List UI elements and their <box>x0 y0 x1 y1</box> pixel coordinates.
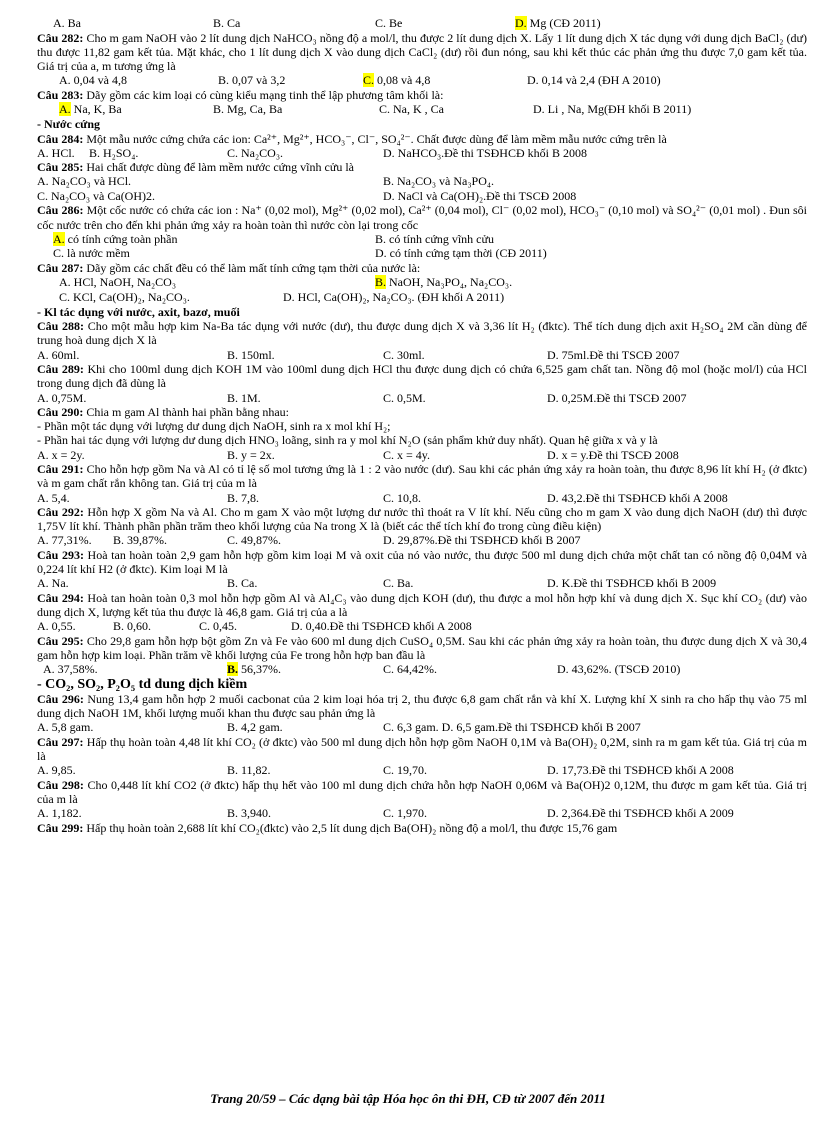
question-label: Câu 293: <box>37 547 84 562</box>
option-d: D. 0,14 và 2,4 (ĐH A 2010) <box>527 73 661 88</box>
option-row <box>37 102 807 117</box>
option-a: A. 5,8 gam. <box>37 720 94 735</box>
question-289 <box>37 362 807 390</box>
option-a: A. 60ml. <box>37 347 80 362</box>
option-c: C. 1,970. <box>383 806 428 821</box>
option-a: A. HCl. <box>37 145 75 160</box>
option-row <box>37 763 807 778</box>
document-page <box>37 0 807 835</box>
question-288 <box>37 319 807 347</box>
question-label: Câu 284: <box>37 131 84 146</box>
question-label: Câu 299: <box>37 820 84 835</box>
option-row <box>37 232 807 247</box>
option-d: D. 2,364.Đề thi TSĐHCĐ khối A 2009 <box>547 806 734 821</box>
answer-highlight: C. <box>363 73 375 88</box>
option-row <box>37 146 807 161</box>
option-a: A. 0,55. <box>37 619 76 634</box>
question-label: Câu 287: <box>37 260 84 275</box>
question-label: Câu 297: <box>37 734 84 749</box>
option-d: D. NaHCO₃.Đề thi TSĐHCĐ khối B 2008 <box>383 145 587 160</box>
option-d: D. 0,40.Đề thi TSĐHCĐ khối A 2008 <box>291 619 472 634</box>
option-row <box>37 491 807 506</box>
option-a: A. Na₂CO₃ và HCl. <box>37 174 132 189</box>
option-b: B. NaOH, Na₃PO₄, Na₂CO₃. <box>375 275 513 290</box>
option-row <box>37 290 807 305</box>
question-label: Câu 286: <box>37 203 84 218</box>
answer-highlight: A. <box>53 231 65 246</box>
option-d: D. NaCl và Ca(OH)₂.Đề thi TSCĐ 2008 <box>383 188 577 203</box>
option-row <box>37 348 807 363</box>
option-a: A. 5,4. <box>37 490 70 505</box>
question-285 <box>37 160 807 174</box>
question-label: Câu 283: <box>37 87 84 102</box>
option-b: B. 1M. <box>227 390 261 405</box>
question-label: Câu 295: <box>37 633 84 648</box>
option-b: B. Ca. <box>227 576 258 591</box>
question-text: Cho hỗn hợp gồm Na và Al có tỉ lệ số mol tương ứng là 1 : 2 vào nước (dư). Sau khi các phản ứng xảy ra hoàn toàn, thu được 8,96 lít khí H₂ (ở đktc) và m gam chất rắn không tan. Giá trị của m là <box>37 462 807 491</box>
option-c: C. 64,42%. <box>383 662 437 677</box>
option-b: B. y = 2x. <box>227 447 275 462</box>
option-a: A. 9,85. <box>37 763 76 778</box>
option-c: C. 30ml. <box>383 347 425 362</box>
option-a: A. 37,58%. <box>43 662 98 677</box>
question-label: Câu 290: <box>37 405 84 420</box>
option-b: B. H₂SO₄. <box>89 145 139 160</box>
question-line: - Phần một tác dụng với lượng dư dung dịch NaOH, sinh ra x mol khí H₂; <box>37 419 391 434</box>
question-label: Câu 296: <box>37 691 84 706</box>
question-286 <box>37 203 807 231</box>
option-d: D. 75ml.Đề thi TSCĐ 2007 <box>547 347 680 362</box>
option-c: C. 6,3 gam. D. 6,5 gam.Đề thi TSĐHCĐ khối B 2007 <box>383 720 641 735</box>
question-text: Chia m gam Al thành hai phần bằng nhau: <box>83 405 289 420</box>
option-d: D. có tính cứng tạm thời (CĐ 2011) <box>375 246 547 261</box>
question-text: Hoà tan hoàn toàn 2,9 gam hỗn hợp gồm kim loại M và oxit của nó vào nước, thu được 500 ml dung dịch chứa một chất tan có nồng độ 0,04M và 0,224 lít khí H2 (ở đktc). Kim loại M là <box>37 547 808 577</box>
option-d: D. 0,25M.Đề thi TSCĐ 2007 <box>547 390 687 405</box>
option-b: B. 39,87%. <box>113 533 167 548</box>
option-c: C. 19,70. <box>383 763 428 778</box>
option-a: A. 1,182. <box>37 806 82 821</box>
answer-highlight: D. <box>515 16 527 30</box>
question-text: Cho 29,8 gam hỗn hợp bột gồm Zn và Fe vào 600 ml dung dịch CuSO₄ 0,5M. Sau khi các phản ứng xảy ra hoàn toàn, thu được dung dịch X và 30,4 gam hỗn hợp kim loại. Phần trăm về khối lượng của Fe trong hỗn hợp ban đầu là <box>37 633 807 662</box>
option-a: A. 0,75M. <box>37 390 87 405</box>
option-c: C. 10,8. <box>383 490 422 505</box>
option-d: D. HCl, Ca(OH)₂, Na₂CO₃. (ĐH khối A 2011) <box>283 289 505 304</box>
question-298 <box>37 778 807 806</box>
question-text: Hấp thụ hoàn toàn 2,688 lít khí CO₂(đktc) vào 2,5 lít dung dịch Ba(OH)₂ nồng độ a mol/l, thu được 15,76 gam <box>83 820 618 835</box>
option-b: B. 7,8. <box>227 490 260 505</box>
option-a: A. HCl, NaOH, Na₂CO₃ <box>59 275 177 290</box>
option-d: D. K.Đề thi TSĐHCĐ khối B 2009 <box>547 576 717 591</box>
option-row <box>37 16 807 31</box>
option-c: C. 49,87%. <box>227 533 281 548</box>
question-292 <box>37 505 807 533</box>
question-293 <box>37 548 807 576</box>
option-c: C. Ba. <box>383 576 414 591</box>
question-text: Dãy gồm các chất đều có thể làm mất tính cứng tạm thời của nước là: <box>83 260 421 275</box>
question-290 <box>37 405 807 419</box>
option-b: B. Ca <box>213 16 241 30</box>
option-d: D. Li , Na, Mg(ĐH khối B 2011) <box>533 101 692 116</box>
answer-highlight: B. <box>227 662 239 677</box>
option-b: B. có tính cứng vĩnh cửu <box>375 231 494 246</box>
question-text: Khi cho 100ml dung dịch KOH 1M vào 100ml dung dịch HCl thu được dung dịch có chứa 6,525 gam chất tan. Nồng độ mol (hoặc mol/l) của HCl trong dung dịch đã dùng là <box>37 362 807 391</box>
question-label: Câu 291: <box>37 462 84 477</box>
option-d: D. 43,2.Đề thi TSĐHCĐ khối A 2008 <box>547 490 728 505</box>
option-a: A. Na, K, Ba <box>59 101 122 116</box>
section-heading: - Kl tác dụng với nước, axit, bazơ, muối <box>37 305 240 320</box>
question-text: Nung 13,4 gam hỗn hợp 2 muối cacbonat của 2 kim loại hóa trị 2, thu được 6,8 gam chất rắn và khí X. Lượng khí X sinh ra cho hấp thụ vào 75 ml dung dịch NaOH 1M, khối lượng muối khan thu được sau phản ứng là <box>37 691 807 721</box>
question-text: Hỗn hợp X gồm Na và Al. Cho m gam X vào một lượng dư nước thì thoát ra V lít khí. Nếu cũng cho m gam X vào dung dịch NaOH (dư) thì được 1,75V lít khí. Thành phần phần trăm theo khối lượng của Na trong X là (biết các thể tích khí đo trong cùng điều kiện) <box>37 505 807 534</box>
question-text: Dãy gồm các kim loại có cùng kiểu mạng tinh thể lập phương tâm khối là: <box>83 87 444 102</box>
question-287 <box>37 261 807 275</box>
question-297 <box>37 735 807 763</box>
page-footer: Trang 20/59 – Các dạng bài tập Hóa học ôn thi ĐH, CĐ từ 2007 đến 2011 <box>210 1091 606 1106</box>
option-b: B. 0,07 và 3,2 <box>218 73 286 88</box>
question-label: Câu 289: <box>37 362 84 377</box>
option-b: B. 3,940. <box>227 806 272 821</box>
option-c: C. Be <box>375 16 403 30</box>
question-text: Cho một mẫu hợp kim Na-Ba tác dụng với nước (dư), thu được dung dịch X và 3,36 lít H₂ (đktc). Thể tích dung dịch axit H₂SO₄ 2M cần dùng để trung hoà dung dịch X là <box>37 319 807 348</box>
question-284 <box>37 132 807 146</box>
question-label: Câu 288: <box>37 319 85 334</box>
option-row <box>37 806 807 821</box>
question-283 <box>37 88 807 102</box>
option-b: B. 4,2 gam. <box>227 720 283 735</box>
option-a: A. Na. <box>37 576 69 591</box>
option-d: D. Mg (CĐ 2011) <box>515 16 601 30</box>
option-b: B. Na₂CO₃ và Na₃PO₄. <box>383 174 495 189</box>
option-row <box>37 275 807 290</box>
question-label: Câu 285: <box>37 160 84 175</box>
option-row <box>37 246 807 261</box>
option-c: C. Na, K , Ca <box>379 101 444 116</box>
option-row <box>37 576 807 591</box>
option-row <box>37 174 807 189</box>
option-b: B. 150ml. <box>227 347 275 362</box>
question-label: Câu 294: <box>37 590 84 605</box>
question-text: Hoà tan hoàn toàn 0,3 mol hỗn hợp gồm Al và Al₄C₃ vào dung dịch KOH (dư), thu được a mol hỗn hợp khí và dung dịch X. Sục khí CO₂ (dư) vào dung dịch X, lượng kết tủa thu được là 46,8 gam. Giá trị của a là <box>37 590 808 620</box>
question-299 <box>37 821 807 835</box>
question-text: Cho m gam NaOH vào 2 lít dung dịch NaHCO₃ nồng độ a mol/l, thu được 2 lít dung dịch X. Lấy 1 lít dung dịch X tác dụng với dung dịch BaCl₂ (dư) thu được 11,82 gam kết tủa. Mặt khác, cho 1 lít dung dịch X vào dung dịch CaCl₂ (dư) rồi đun nóng, sau khi kết thúc các phản ứng thu được 7,0 gam kết tủa. Giá trị của a, m tương ứng là <box>37 30 807 73</box>
question-294 <box>37 591 807 619</box>
option-c: C. Na₂CO₃. <box>227 145 284 160</box>
option-row <box>37 720 807 735</box>
question-line: - Phần hai tác dụng với lượng dư dung dịch HNO₃ loãng, sinh ra y mol khí N₂O (sản phẩm khử duy nhất). Quan hệ giữa x và y là <box>37 433 658 448</box>
question-text: Hấp thụ hoàn toàn 4,48 lít khí CO₂ (ở đktc) vào 500 ml dung dịch hỗn hợp gồm NaOH 0,1M và Ba(OH)₂ 0,2M, sinh ra m gam kết tủa. Giá trị của m là <box>37 734 807 763</box>
option-d: D. 43,62%. (TSCĐ 2010) <box>557 662 681 677</box>
option-a: A. 0,04 và 4,8 <box>59 73 127 88</box>
option-b: B. 11,82. <box>227 763 271 778</box>
answer-highlight: A. <box>59 101 71 116</box>
option-d: D. 29,87%.Đề thi TSĐHCĐ khối B 2007 <box>383 533 581 548</box>
section-heading: - CO₂, SO₂, P₂O₅ td dung dịch kiềm <box>37 676 248 692</box>
option-c: C. 0,45. <box>199 619 238 634</box>
option-b: B. Mg, Ca, Ba <box>213 101 283 116</box>
option-c: C. là nước mềm <box>53 246 130 261</box>
answer-highlight: B. <box>375 275 387 290</box>
question-label: Câu 292: <box>37 505 84 520</box>
question-295 <box>37 634 807 662</box>
option-row <box>37 189 807 204</box>
option-row <box>37 662 807 677</box>
option-row <box>37 533 807 548</box>
option-c: C. 0,5M. <box>383 390 426 405</box>
option-row <box>37 391 807 406</box>
option-d: D. 17,73.Đề thi TSĐHCĐ khối A 2008 <box>547 763 734 778</box>
option-c: C. Na₂CO₃ và Ca(OH)2. <box>37 188 156 203</box>
question-label: Câu 298: <box>37 777 84 792</box>
option-a: A. 77,31%. <box>37 533 92 548</box>
option-b: B. 56,37%. <box>227 662 282 677</box>
option-row <box>37 619 807 634</box>
question-282 <box>37 31 807 74</box>
option-row <box>37 448 807 463</box>
question-291 <box>37 462 807 490</box>
option-a: A. có tính cứng toàn phần <box>53 231 178 246</box>
option-a: A. Ba <box>53 16 81 30</box>
option-a: A. x = 2y. <box>37 447 85 462</box>
question-label: Câu 282: <box>37 30 84 45</box>
question-text: Một cốc nước có chứa các ion : Na⁺ (0,02 mol), Mg²⁺ (0,02 mol), Ca²⁺ (0,04 mol), Cl⁻ (0,02 mol), HCO₃⁻ (0,10 mol) và SO₄²⁻ (0,01 mol) . Đun sôi cốc nước trên cho đến khi phản ứng xảy ra hoàn toàn thì nước còn lại trong cốc <box>37 203 807 232</box>
question-296 <box>37 692 807 720</box>
section-heading: - Nước cứng <box>37 117 101 132</box>
option-c: C. 0,08 và 4,8 <box>363 73 431 88</box>
option-row <box>37 73 807 88</box>
question-text: Một mẫu nước cứng chứa các ion: Ca²⁺, Mg²⁺, HCO₃⁻, Cl⁻, SO₄²⁻. Chất được dùng để làm mềm mẫu nước cứng trên là <box>83 131 667 146</box>
question-text: Hai chất được dùng để làm mềm nước cứng vĩnh cửu là <box>83 160 354 175</box>
option-c: C. KCl, Ca(OH)₂, Na₂CO₃. <box>59 289 190 304</box>
question-text: Cho 0,448 lít khí CO2 (ở đktc) hấp thụ hết vào 100 ml dung dịch chứa hỗn hợp NaOH 0,06M và Ba(OH)2 0,12M, thu được m gam kết tủa. Giá trị của m là <box>37 777 807 806</box>
option-d: D. x = y.Đề thi TSCĐ 2008 <box>547 447 679 462</box>
option-c: C. x = 4y. <box>383 447 430 462</box>
option-b: B. 0,60. <box>113 619 152 634</box>
